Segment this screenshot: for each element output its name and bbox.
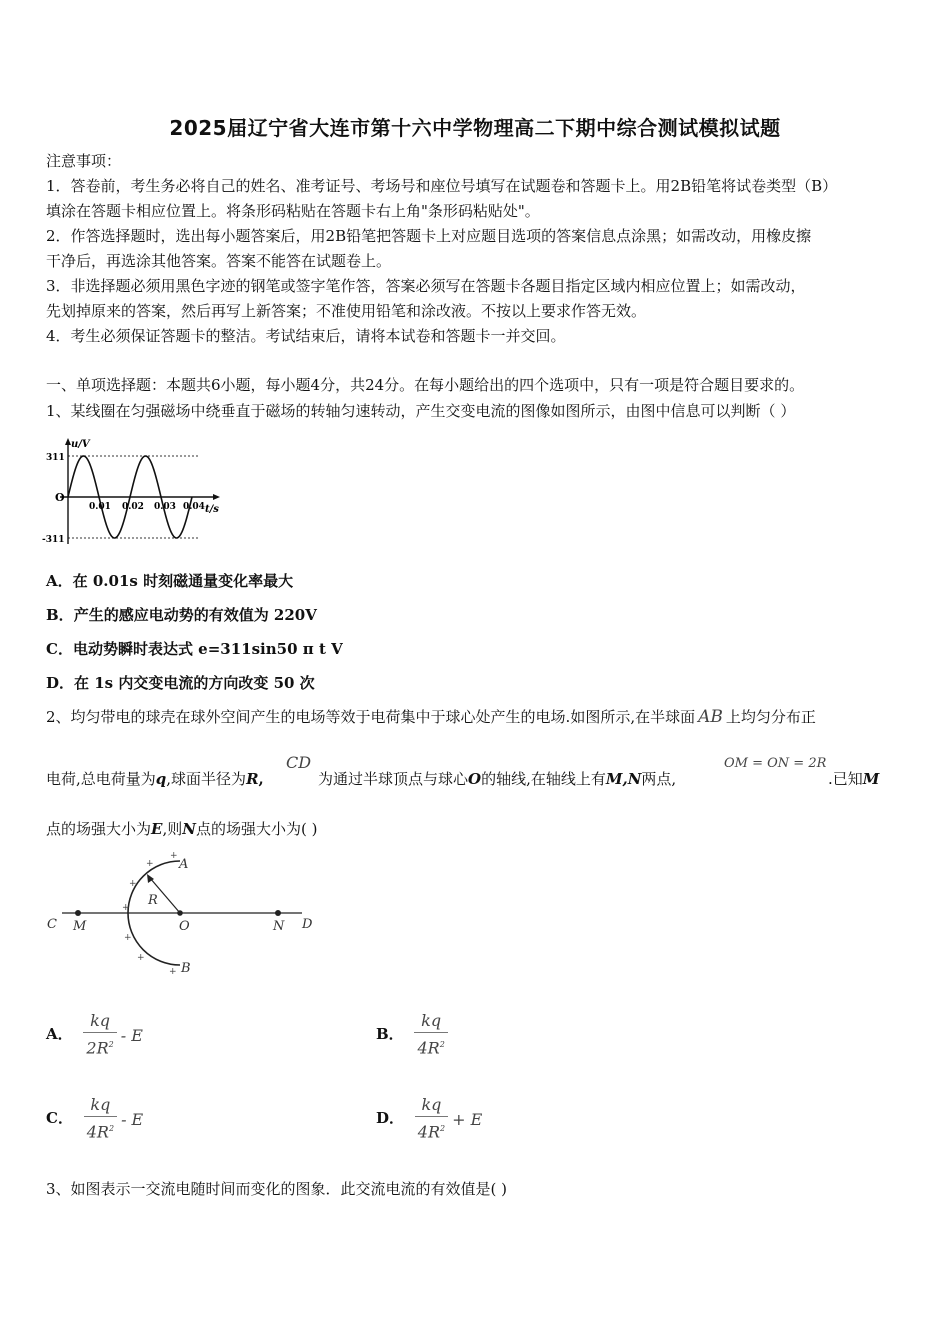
charge-sign: + — [137, 953, 145, 963]
q2-option-c[interactable]: C． $\frac{kq}{4R^2}$ - E — [46, 1094, 143, 1144]
fraction: $\frac{kq}{4R^2}$ — [414, 1010, 447, 1060]
charge-sign: + — [129, 879, 137, 889]
fraction: $\frac{kq}{2R^2}$ — [83, 1010, 116, 1060]
q1-option-b[interactable]: B．产生的感应电动势的有效值为 220V — [46, 606, 317, 624]
notice-line: 3．非选择题必须用黑色字迹的钢笔或签字笔作答，答案必须写在答题卡各题目指定区域内相应位置上；如需改动， — [46, 277, 806, 295]
charge-sign: + — [169, 967, 177, 977]
q2-option-b[interactable]: B． $\frac{kq}{4R^2}$ — [376, 1010, 452, 1060]
q1-option-a[interactable]: A．在 0.01s 时刻磁通量变化率最大 — [46, 572, 294, 590]
charge-sign: + — [124, 933, 132, 943]
label-c: C — [47, 917, 57, 932]
label-a: A — [179, 857, 189, 872]
section-heading: 一、单项选择题：本题共6小题，每小题4分，共24分。在每小题给出的四个选项中，只有一项是符合题目要求的。 — [46, 376, 805, 394]
q1-graph — [40, 436, 230, 548]
q1-stem: 1、某线圈在匀强磁场中绕垂直于磁场的转轴匀速转动，产生交变电流的图像如图所示，由图中信息可以判断（ ） — [46, 402, 796, 420]
x-tick-label: 0.04 — [183, 502, 205, 512]
x-tick-label: 0.01 — [89, 502, 111, 512]
notice-line: 4．考生必须保证答题卡的整洁。考试结束后，请将本试卷和答题卡一并交回。 — [46, 327, 566, 345]
notice-heading: 注意事项： — [46, 152, 122, 170]
label-b: B — [181, 961, 191, 976]
q2-stem-line2: 电荷,总电荷量为q,球面半径为R, CD 为通过半球顶点与球心O的轴线,在轴线上有M,N两点, OM = ON = 2R .已知M — [46, 753, 880, 788]
notice-line: 填涂在答题卡相应位置上。将条形码粘贴在答题卡右上角"条形码粘贴处"。 — [46, 202, 540, 220]
fraction: $\frac{kq}{4R^2}$ — [84, 1094, 117, 1144]
charge-sign: + — [146, 859, 154, 869]
x-axis-label: t/s — [205, 504, 219, 515]
q3-stem: 3、如图表示一交流电随时间而变化的图象．此交流电流的有效值是( ) — [46, 1180, 508, 1198]
q2-option-a[interactable]: A． $\frac{kq}{2R^2}$ - E — [46, 1010, 143, 1060]
y-min-label: -311 — [42, 535, 65, 545]
x-tick-label: 0.03 — [154, 502, 176, 512]
label-m: M — [73, 919, 87, 934]
q1-option-c[interactable]: C．电动势瞬时表达式 e=311sin50 π t V — [46, 640, 343, 658]
q2-stem-line1: 2、均匀带电的球壳在球外空间产生的电场等效于电荷集中于球心处产生的电场.如图所示,在半球面 AB 上均匀分布正 — [46, 707, 816, 727]
q2-option-d[interactable]: D． $\frac{kq}{4R^2}$ + E — [376, 1094, 482, 1144]
y-max-label: 311 — [46, 453, 65, 463]
q2-stem-line3: 点的场强大小为E,则N点的场强大小为( ) — [46, 820, 318, 838]
charge-sign: + — [170, 851, 178, 861]
y-axis-label: u/V — [71, 439, 90, 450]
label-n: N — [273, 919, 285, 934]
label-d: D — [302, 917, 313, 932]
q2-figure — [40, 848, 330, 980]
notice-line: 2．作答选择题时，选出每小题答案后，用2B铅笔把答题卡上对应题目选项的答案信息点涂黑；如需改动，用橡皮擦 — [46, 227, 812, 245]
label-r: R — [148, 893, 158, 908]
notice-line: 1．答卷前，考生务必将自己的姓名、准考证号、考场号和座位号填写在试题卷和答题卡上。用2B铅笔将试卷类型（B） — [46, 177, 838, 195]
x-tick-label: 0.02 — [122, 502, 144, 512]
notice-line: 干净后，再选涂其他答案。答案不能答在试题卷上。 — [46, 252, 392, 270]
fraction: $\frac{kq}{4R^2}$ — [415, 1094, 448, 1144]
q1-option-d[interactable]: D．在 1s 内交变电流的方向改变 50 次 — [46, 674, 315, 692]
origin-label: O — [55, 491, 65, 504]
notice-line: 先划掉原来的答案，然后再写上新答案；不准使用铅笔和涂改液。不按以上要求作答无效。 — [46, 302, 647, 320]
charge-sign: + — [122, 903, 130, 913]
label-o: O — [179, 919, 190, 934]
page-title: 2025届辽宁省大连市第十六中学物理高二下期中综合测试模拟试题 — [169, 116, 781, 140]
